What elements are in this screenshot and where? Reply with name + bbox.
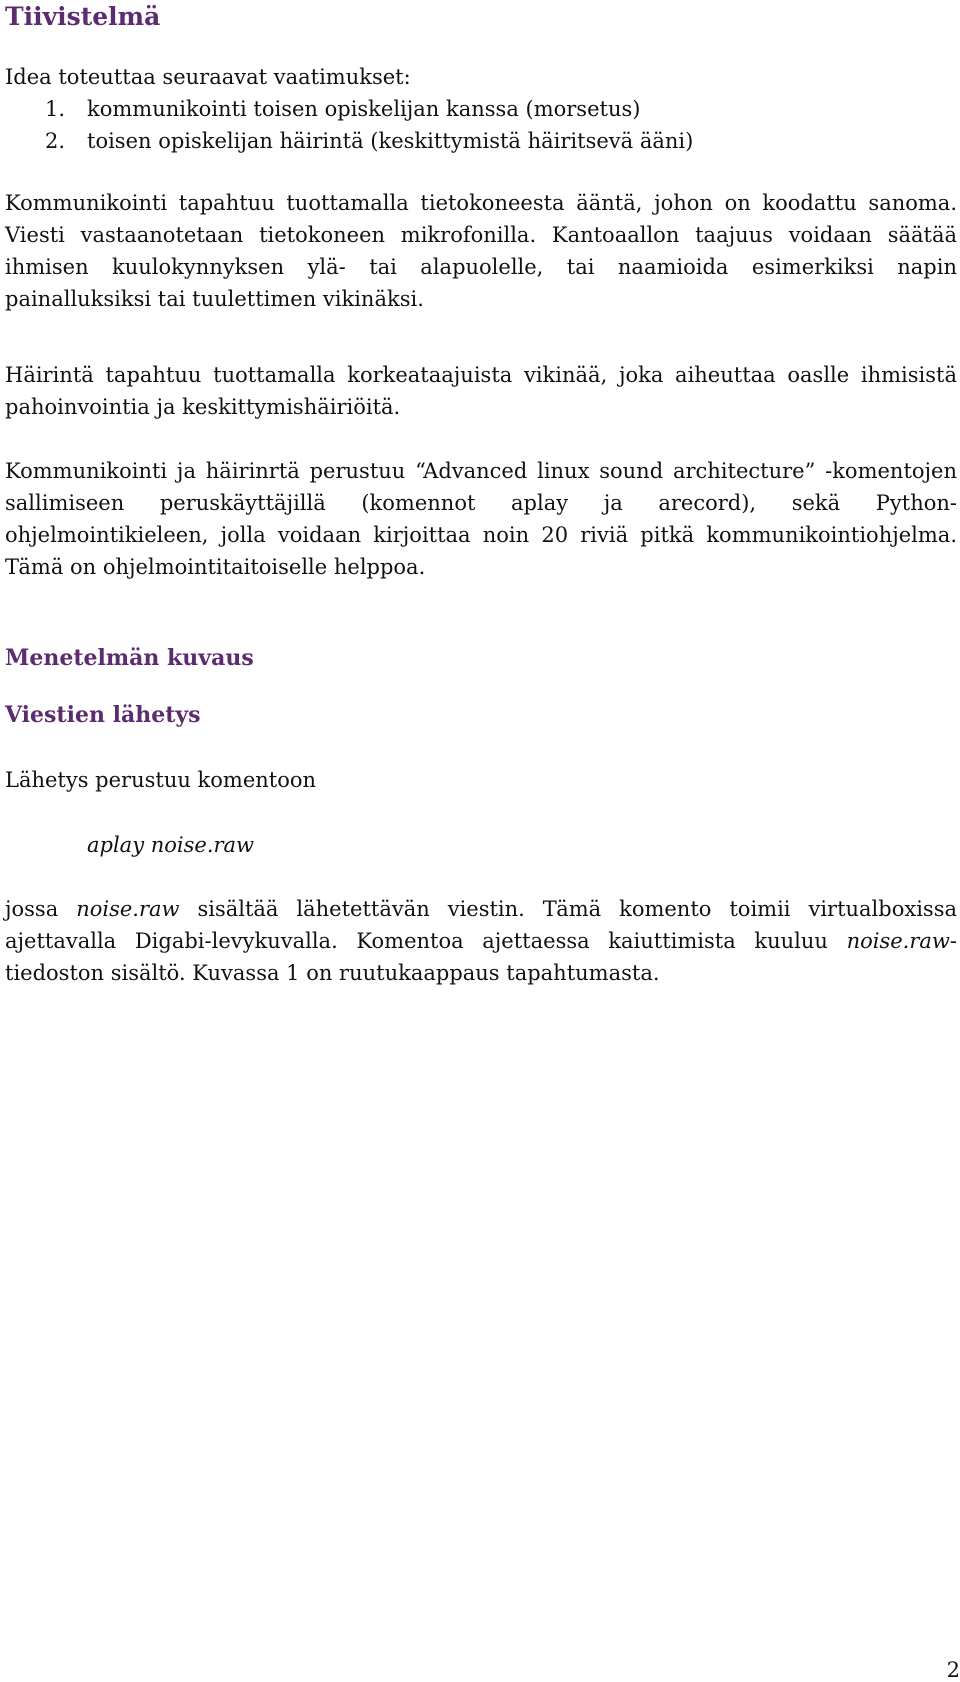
list-item-text: kommunikointi toisen opiskelijan kanssa (morsetus) xyxy=(87,97,641,121)
communication-paragraph: Kommunikointi tapahtuu tuottamalla tietokoneesta ääntä, johon on koodattu sanoma. Viesti vastaanotetaan tietokoneen mikrofonilla. Kantoaallon taajuus voidaan säätää ihmisen kuulokynnyksen ylä- tai alapuolelle, tai naamioida esimerkiksi napin painalluksiksi tai tuulettimen vikinäksi. xyxy=(5,191,957,311)
list-number: 1. xyxy=(45,97,66,121)
sending-heading: Viestien lähetys xyxy=(5,702,201,728)
sending-text: jossa xyxy=(5,897,77,921)
summary-heading: Tiivistelmä xyxy=(5,2,161,31)
sending-text: -tiedoston sisältö. Kuvassa 1 on ruutukaappaus tapahtumasta. xyxy=(5,929,957,985)
page-number: 2 xyxy=(946,1658,960,1682)
list-item xyxy=(5,93,957,125)
list-number: 2. xyxy=(45,129,66,153)
list-item xyxy=(5,125,957,157)
intro-text: Idea toteuttaa seuraavat vaatimukset: xyxy=(5,65,411,89)
list-item-text: toisen opiskelijan häirintä (keskittymistä häiritsevä ääni) xyxy=(87,129,694,153)
requirements-list xyxy=(5,93,957,157)
filename-text: noise.raw xyxy=(846,929,950,953)
sending-intro-text: Lähetys perustuu komentoon xyxy=(5,768,317,792)
sending-paragraph xyxy=(5,893,957,989)
interference-paragraph: Häirintä tapahtuu tuottamalla korkeataajuista vikinää, joka aiheuttaa oaslle ihmisistä pahoinvointia ja keskittymishäiriöitä. xyxy=(5,363,957,419)
alsa-paragraph: Kommunikointi ja häirinrtä perustuu “Advanced linux sound architecture” -komentojen sallimiseen peruskäyttäjillä (komennot aplay ja arecord), sekä Python-ohjelmointikieleen, jolla voidaan kirjoittaa noin 20 riviä pitkä kommunikointiohjelma. Tämä on ohjelmointitaitoiselle helppoa. xyxy=(5,459,957,579)
sending-text: sisältää lähetettävän viestin. Tämä komento toimii virtualboxissa ajettavalla Digabi-levykuvalla. Komentoa ajettaessa kaiuttimista kuuluu xyxy=(5,897,957,953)
command-example: aplay noise.raw xyxy=(87,833,255,857)
filename-text: noise.raw xyxy=(76,897,180,921)
method-heading: Menetelmän kuvaus xyxy=(5,645,254,671)
